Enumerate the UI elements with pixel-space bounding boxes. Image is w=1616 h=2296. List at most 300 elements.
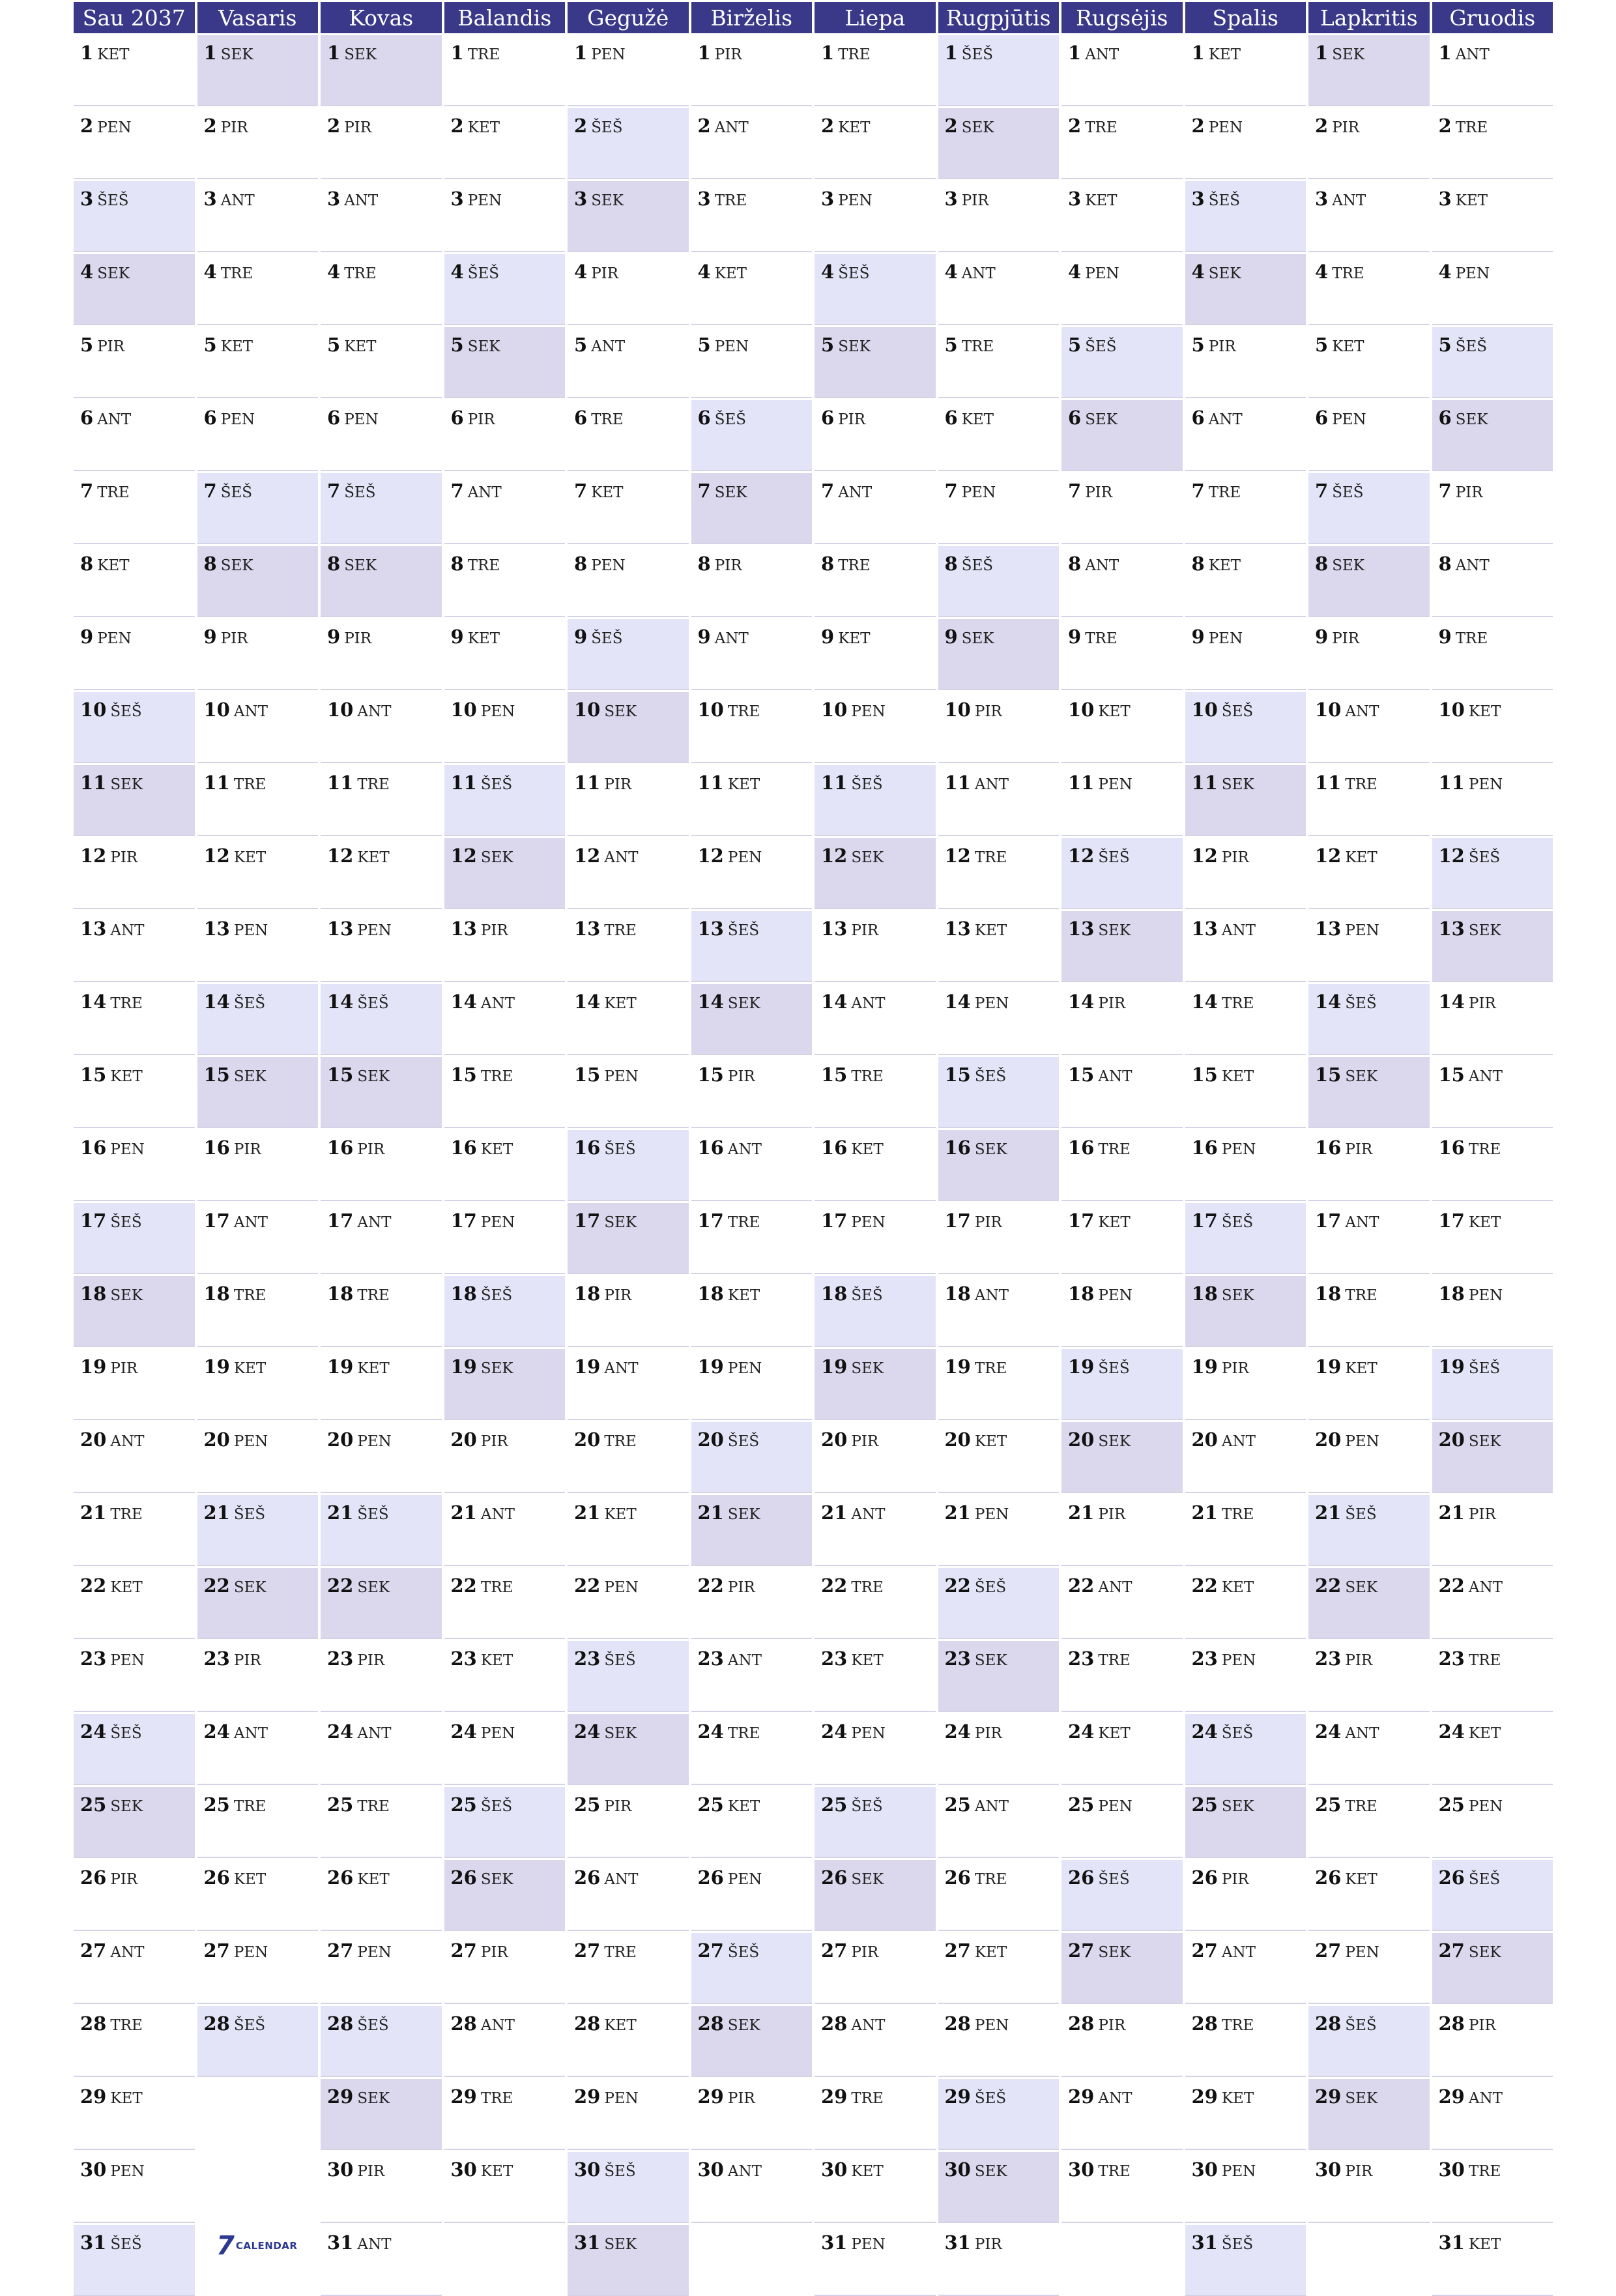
- day-cell[interactable]: [321, 1641, 442, 1712]
- day-cell[interactable]: [444, 911, 566, 982]
- day-cell[interactable]: [197, 108, 319, 179]
- day-cell[interactable]: [938, 473, 1060, 544]
- day-cell[interactable]: [691, 838, 813, 909]
- day-cell[interactable]: [1308, 765, 1430, 836]
- day-cell[interactable]: [321, 619, 442, 690]
- day-cell[interactable]: [1061, 838, 1183, 909]
- day-cell[interactable]: [691, 108, 813, 179]
- day-cell[interactable]: [321, 400, 442, 471]
- day-cell[interactable]: [197, 1495, 319, 1566]
- day-cell[interactable]: [197, 838, 319, 909]
- day-cell[interactable]: [1432, 2006, 1553, 2077]
- day-cell[interactable]: [1432, 619, 1553, 690]
- day-cell[interactable]: [321, 1276, 442, 1347]
- day-cell[interactable]: [321, 1349, 442, 1420]
- day-cell[interactable]: [444, 1641, 566, 1712]
- day-cell[interactable]: [74, 1641, 195, 1712]
- day-cell[interactable]: [568, 2006, 689, 2077]
- day-cell[interactable]: [691, 1057, 813, 1128]
- day-cell[interactable]: [444, 1130, 566, 1201]
- day-cell[interactable]: [568, 2152, 689, 2223]
- day-cell[interactable]: [74, 254, 195, 325]
- day-cell[interactable]: [938, 35, 1060, 106]
- day-cell[interactable]: [1432, 1568, 1553, 1639]
- day-cell[interactable]: [938, 1787, 1060, 1858]
- day-cell[interactable]: [815, 327, 936, 398]
- day-cell[interactable]: [1185, 327, 1306, 398]
- day-cell[interactable]: [1061, 1568, 1183, 1639]
- day-cell[interactable]: [197, 619, 319, 690]
- day-cell[interactable]: [1185, 2079, 1306, 2150]
- day-cell[interactable]: [938, 327, 1060, 398]
- day-cell[interactable]: [197, 1787, 319, 1858]
- day-cell[interactable]: [1185, 546, 1306, 617]
- day-cell[interactable]: [938, 1203, 1060, 1274]
- day-cell[interactable]: [938, 1714, 1060, 1785]
- day-cell[interactable]: [815, 2225, 936, 2296]
- day-cell[interactable]: [568, 692, 689, 763]
- day-cell[interactable]: [815, 1641, 936, 1712]
- day-cell[interactable]: [938, 2152, 1060, 2223]
- day-cell[interactable]: [1185, 2225, 1306, 2296]
- day-cell[interactable]: [321, 108, 442, 179]
- day-cell[interactable]: [1061, 1130, 1183, 1201]
- day-cell[interactable]: [444, 1714, 566, 1785]
- day-cell[interactable]: [568, 1641, 689, 1712]
- day-cell[interactable]: [938, 1860, 1060, 1931]
- day-cell[interactable]: [1061, 1787, 1183, 1858]
- day-cell[interactable]: [444, 1860, 566, 1931]
- day-cell[interactable]: [1308, 619, 1430, 690]
- day-cell[interactable]: [1308, 327, 1430, 398]
- day-cell[interactable]: [1061, 765, 1183, 836]
- day-cell[interactable]: [1308, 838, 1430, 909]
- day-cell[interactable]: [568, 254, 689, 325]
- day-cell[interactable]: [1061, 181, 1183, 252]
- day-cell[interactable]: [1061, 2079, 1183, 2150]
- day-cell[interactable]: [1432, 692, 1553, 763]
- day-cell[interactable]: [1185, 2006, 1306, 2077]
- day-cell[interactable]: [1432, 1933, 1553, 2004]
- day-cell[interactable]: [1308, 1568, 1430, 1639]
- day-cell[interactable]: [568, 1130, 689, 1201]
- day-cell[interactable]: [197, 2006, 319, 2077]
- day-cell[interactable]: [444, 400, 566, 471]
- day-cell[interactable]: [1185, 400, 1306, 471]
- day-cell[interactable]: [815, 1933, 936, 2004]
- day-cell[interactable]: [197, 1276, 319, 1347]
- day-cell[interactable]: [197, 546, 319, 617]
- day-cell[interactable]: [1185, 1203, 1306, 1274]
- day-cell[interactable]: [1432, 1057, 1553, 1128]
- day-cell[interactable]: [1308, 546, 1430, 617]
- day-cell[interactable]: [568, 619, 689, 690]
- day-cell[interactable]: [815, 1860, 936, 1931]
- day-cell[interactable]: [1185, 1495, 1306, 1566]
- day-cell[interactable]: [197, 181, 319, 252]
- day-cell[interactable]: [74, 765, 195, 836]
- day-cell[interactable]: [938, 1568, 1060, 1639]
- day-cell[interactable]: [815, 984, 936, 1055]
- day-cell[interactable]: [1308, 254, 1430, 325]
- day-cell[interactable]: [1185, 2152, 1306, 2223]
- day-cell[interactable]: [691, 1422, 813, 1493]
- day-cell[interactable]: [1308, 984, 1430, 1055]
- day-cell[interactable]: [74, 1860, 195, 1931]
- day-cell[interactable]: [691, 1276, 813, 1347]
- day-cell[interactable]: [1185, 254, 1306, 325]
- day-cell[interactable]: [568, 765, 689, 836]
- day-cell[interactable]: [321, 1933, 442, 2004]
- day-cell[interactable]: [938, 108, 1060, 179]
- day-cell[interactable]: [321, 2006, 442, 2077]
- day-cell[interactable]: [74, 1203, 195, 1274]
- day-cell[interactable]: [938, 1276, 1060, 1347]
- day-cell[interactable]: [1308, 108, 1430, 179]
- day-cell[interactable]: [1061, 1641, 1183, 1712]
- day-cell[interactable]: [938, 1495, 1060, 1566]
- day-cell[interactable]: [1061, 254, 1183, 325]
- day-cell[interactable]: [444, 1787, 566, 1858]
- day-cell[interactable]: [815, 473, 936, 544]
- day-cell[interactable]: [197, 1860, 319, 1931]
- day-cell[interactable]: [321, 2079, 442, 2150]
- day-cell[interactable]: [74, 911, 195, 982]
- day-cell[interactable]: [1308, 1933, 1430, 2004]
- day-cell[interactable]: [938, 765, 1060, 836]
- day-cell[interactable]: [691, 1568, 813, 1639]
- day-cell[interactable]: [1432, 765, 1553, 836]
- day-cell[interactable]: [1061, 1714, 1183, 1785]
- day-cell[interactable]: [1308, 1057, 1430, 1128]
- day-cell[interactable]: [1432, 2225, 1553, 2296]
- day-cell[interactable]: [1185, 1787, 1306, 1858]
- day-cell[interactable]: [1185, 1641, 1306, 1712]
- day-cell[interactable]: [568, 2079, 689, 2150]
- day-cell[interactable]: [321, 1057, 442, 1128]
- day-cell[interactable]: [1185, 838, 1306, 909]
- day-cell[interactable]: [197, 984, 319, 1055]
- day-cell[interactable]: [1061, 1203, 1183, 1274]
- day-cell[interactable]: [1432, 1860, 1553, 1931]
- day-cell[interactable]: [197, 1714, 319, 1785]
- day-cell[interactable]: [568, 984, 689, 1055]
- day-cell[interactable]: [568, 1203, 689, 1274]
- day-cell[interactable]: [197, 1568, 319, 1639]
- day-cell[interactable]: [1308, 1349, 1430, 1420]
- day-cell[interactable]: [1061, 1495, 1183, 1566]
- day-cell[interactable]: [1308, 181, 1430, 252]
- day-cell[interactable]: [74, 838, 195, 909]
- day-cell[interactable]: [1308, 1276, 1430, 1347]
- day-cell[interactable]: [1308, 911, 1430, 982]
- day-cell[interactable]: [1432, 254, 1553, 325]
- day-cell[interactable]: [444, 1057, 566, 1128]
- day-cell[interactable]: [568, 1787, 689, 1858]
- day-cell[interactable]: [568, 1495, 689, 1566]
- day-cell[interactable]: [1432, 1349, 1553, 1420]
- day-cell[interactable]: [691, 1203, 813, 1274]
- day-cell[interactable]: [938, 2225, 1060, 2296]
- day-cell[interactable]: [691, 692, 813, 763]
- day-cell[interactable]: [1185, 473, 1306, 544]
- day-cell[interactable]: [1432, 1276, 1553, 1347]
- day-cell[interactable]: [321, 984, 442, 1055]
- day-cell[interactable]: [1308, 1860, 1430, 1931]
- day-cell[interactable]: [691, 619, 813, 690]
- day-cell[interactable]: [444, 108, 566, 179]
- day-cell[interactable]: [938, 400, 1060, 471]
- day-cell[interactable]: [691, 765, 813, 836]
- day-cell[interactable]: [1308, 1495, 1430, 1566]
- day-cell[interactable]: [691, 2152, 813, 2223]
- day-cell[interactable]: [1432, 181, 1553, 252]
- day-cell[interactable]: [938, 1641, 1060, 1712]
- day-cell[interactable]: [74, 1787, 195, 1858]
- day-cell[interactable]: [444, 2006, 566, 2077]
- day-cell[interactable]: [938, 1422, 1060, 1493]
- day-cell[interactable]: [321, 35, 442, 106]
- day-cell[interactable]: [444, 765, 566, 836]
- day-cell[interactable]: [1432, 1422, 1553, 1493]
- day-cell[interactable]: [74, 1057, 195, 1128]
- day-cell[interactable]: [1061, 400, 1183, 471]
- day-cell[interactable]: [568, 1422, 689, 1493]
- day-cell[interactable]: [568, 2225, 689, 2296]
- day-cell[interactable]: [815, 181, 936, 252]
- day-cell[interactable]: [1061, 2152, 1183, 2223]
- day-cell[interactable]: [74, 400, 195, 471]
- day-cell[interactable]: [1185, 765, 1306, 836]
- day-cell[interactable]: [815, 1787, 936, 1858]
- day-cell[interactable]: [691, 1860, 813, 1931]
- day-cell[interactable]: [568, 1057, 689, 1128]
- day-cell[interactable]: [197, 1130, 319, 1201]
- day-cell[interactable]: [938, 254, 1060, 325]
- day-cell[interactable]: [568, 1714, 689, 1785]
- day-cell[interactable]: [815, 254, 936, 325]
- day-cell[interactable]: [938, 2079, 1060, 2150]
- day-cell[interactable]: [1061, 1422, 1183, 1493]
- day-cell[interactable]: [444, 1276, 566, 1347]
- day-cell[interactable]: [1432, 2079, 1553, 2150]
- day-cell[interactable]: [1061, 1349, 1183, 1420]
- day-cell[interactable]: [74, 546, 195, 617]
- day-cell[interactable]: [197, 911, 319, 982]
- day-cell[interactable]: [197, 1933, 319, 2004]
- day-cell[interactable]: [444, 1933, 566, 2004]
- day-cell[interactable]: [321, 2225, 442, 2296]
- day-cell[interactable]: [815, 911, 936, 982]
- day-cell[interactable]: [691, 984, 813, 1055]
- day-cell[interactable]: [321, 2152, 442, 2223]
- day-cell[interactable]: [568, 400, 689, 471]
- day-cell[interactable]: [321, 911, 442, 982]
- day-cell[interactable]: [444, 692, 566, 763]
- day-cell[interactable]: [1308, 1422, 1430, 1493]
- day-cell[interactable]: [691, 1349, 813, 1420]
- day-cell[interactable]: [568, 1568, 689, 1639]
- day-cell[interactable]: [74, 692, 195, 763]
- day-cell[interactable]: [691, 2006, 813, 2077]
- day-cell[interactable]: [74, 1349, 195, 1420]
- day-cell[interactable]: [691, 2079, 813, 2150]
- day-cell[interactable]: [691, 1495, 813, 1566]
- day-cell[interactable]: [74, 2006, 195, 2077]
- day-cell[interactable]: [1432, 546, 1553, 617]
- day-cell[interactable]: [74, 327, 195, 398]
- day-cell[interactable]: [938, 1349, 1060, 1420]
- day-cell[interactable]: [444, 1422, 566, 1493]
- day-cell[interactable]: [74, 108, 195, 179]
- day-cell[interactable]: [568, 327, 689, 398]
- day-cell[interactable]: [815, 400, 936, 471]
- day-cell[interactable]: [1185, 35, 1306, 106]
- day-cell[interactable]: [1185, 984, 1306, 1055]
- day-cell[interactable]: [691, 35, 813, 106]
- day-cell[interactable]: [444, 1568, 566, 1639]
- day-cell[interactable]: [321, 1130, 442, 1201]
- day-cell[interactable]: [74, 619, 195, 690]
- day-cell[interactable]: [815, 546, 936, 617]
- day-cell[interactable]: [691, 327, 813, 398]
- day-cell[interactable]: [74, 2152, 195, 2223]
- day-cell[interactable]: [444, 327, 566, 398]
- day-cell[interactable]: [321, 765, 442, 836]
- day-cell[interactable]: [321, 181, 442, 252]
- day-cell[interactable]: [691, 1130, 813, 1201]
- day-cell[interactable]: [74, 1276, 195, 1347]
- day-cell[interactable]: [568, 35, 689, 106]
- day-cell[interactable]: [1308, 692, 1430, 763]
- day-cell[interactable]: [691, 400, 813, 471]
- day-cell[interactable]: [1308, 1641, 1430, 1712]
- day-cell[interactable]: [1432, 1495, 1553, 1566]
- day-cell[interactable]: [1308, 400, 1430, 471]
- day-cell[interactable]: [691, 911, 813, 982]
- day-cell[interactable]: [815, 1714, 936, 1785]
- day-cell[interactable]: [1185, 108, 1306, 179]
- day-cell[interactable]: [197, 692, 319, 763]
- day-cell[interactable]: [197, 400, 319, 471]
- day-cell[interactable]: [691, 254, 813, 325]
- day-cell[interactable]: [568, 838, 689, 909]
- day-cell[interactable]: [197, 1641, 319, 1712]
- day-cell[interactable]: [1061, 692, 1183, 763]
- day-cell[interactable]: [1432, 108, 1553, 179]
- day-cell[interactable]: [1185, 692, 1306, 763]
- day-cell[interactable]: [1308, 2006, 1430, 2077]
- day-cell[interactable]: [321, 473, 442, 544]
- day-cell[interactable]: [1061, 619, 1183, 690]
- day-cell[interactable]: [74, 2079, 195, 2150]
- day-cell[interactable]: [74, 1422, 195, 1493]
- day-cell[interactable]: [938, 838, 1060, 909]
- day-cell[interactable]: [1432, 400, 1553, 471]
- day-cell[interactable]: [1185, 1422, 1306, 1493]
- day-cell[interactable]: [197, 1057, 319, 1128]
- day-cell[interactable]: [1308, 35, 1430, 106]
- day-cell[interactable]: [74, 2225, 195, 2296]
- day-cell[interactable]: [691, 546, 813, 617]
- day-cell[interactable]: [815, 1495, 936, 1566]
- day-cell[interactable]: [938, 911, 1060, 982]
- day-cell[interactable]: [1061, 327, 1183, 398]
- day-cell[interactable]: [1432, 1203, 1553, 1274]
- day-cell[interactable]: [691, 181, 813, 252]
- day-cell[interactable]: [815, 35, 936, 106]
- day-cell[interactable]: [321, 1860, 442, 1931]
- day-cell[interactable]: [568, 1860, 689, 1931]
- day-cell[interactable]: [321, 1422, 442, 1493]
- day-cell[interactable]: [1061, 1933, 1183, 2004]
- day-cell[interactable]: [1432, 35, 1553, 106]
- day-cell[interactable]: [444, 2152, 566, 2223]
- day-cell[interactable]: [1432, 327, 1553, 398]
- day-cell[interactable]: [1308, 1787, 1430, 1858]
- day-cell[interactable]: [1185, 1714, 1306, 1785]
- day-cell[interactable]: [1185, 1057, 1306, 1128]
- day-cell[interactable]: [938, 984, 1060, 1055]
- day-cell[interactable]: [321, 1203, 442, 1274]
- day-cell[interactable]: [568, 1349, 689, 1420]
- day-cell[interactable]: [1061, 473, 1183, 544]
- day-cell[interactable]: [444, 838, 566, 909]
- day-cell[interactable]: [1185, 181, 1306, 252]
- day-cell[interactable]: [74, 1714, 195, 1785]
- day-cell[interactable]: [1061, 35, 1183, 106]
- day-cell[interactable]: [74, 35, 195, 106]
- day-cell[interactable]: [321, 692, 442, 763]
- day-cell[interactable]: [1432, 1714, 1553, 1785]
- day-cell[interactable]: [568, 1933, 689, 2004]
- day-cell[interactable]: [321, 1714, 442, 1785]
- day-cell[interactable]: [444, 473, 566, 544]
- day-cell[interactable]: [815, 692, 936, 763]
- day-cell[interactable]: [815, 1568, 936, 1639]
- day-cell[interactable]: [938, 546, 1060, 617]
- day-cell[interactable]: [1185, 619, 1306, 690]
- day-cell[interactable]: [74, 1568, 195, 1639]
- day-cell[interactable]: [1432, 1787, 1553, 1858]
- day-cell[interactable]: [444, 1495, 566, 1566]
- day-cell[interactable]: [568, 473, 689, 544]
- day-cell[interactable]: [1185, 1568, 1306, 1639]
- day-cell[interactable]: [74, 181, 195, 252]
- day-cell[interactable]: [1432, 473, 1553, 544]
- day-cell[interactable]: [1432, 1130, 1553, 1201]
- day-cell[interactable]: [568, 546, 689, 617]
- day-cell[interactable]: [444, 619, 566, 690]
- day-cell[interactable]: [1308, 2152, 1430, 2223]
- day-cell[interactable]: [444, 181, 566, 252]
- day-cell[interactable]: [815, 1203, 936, 1274]
- day-cell[interactable]: [815, 619, 936, 690]
- day-cell[interactable]: [197, 327, 319, 398]
- day-cell[interactable]: [1308, 2079, 1430, 2150]
- day-cell[interactable]: [1061, 1057, 1183, 1128]
- day-cell[interactable]: [815, 1276, 936, 1347]
- day-cell[interactable]: [1432, 984, 1553, 1055]
- day-cell[interactable]: [815, 2152, 936, 2223]
- day-cell[interactable]: [568, 108, 689, 179]
- day-cell[interactable]: [1061, 546, 1183, 617]
- day-cell[interactable]: [938, 1057, 1060, 1128]
- day-cell[interactable]: [1061, 911, 1183, 982]
- day-cell[interactable]: [444, 1203, 566, 1274]
- day-cell[interactable]: [444, 35, 566, 106]
- day-cell[interactable]: [815, 2006, 936, 2077]
